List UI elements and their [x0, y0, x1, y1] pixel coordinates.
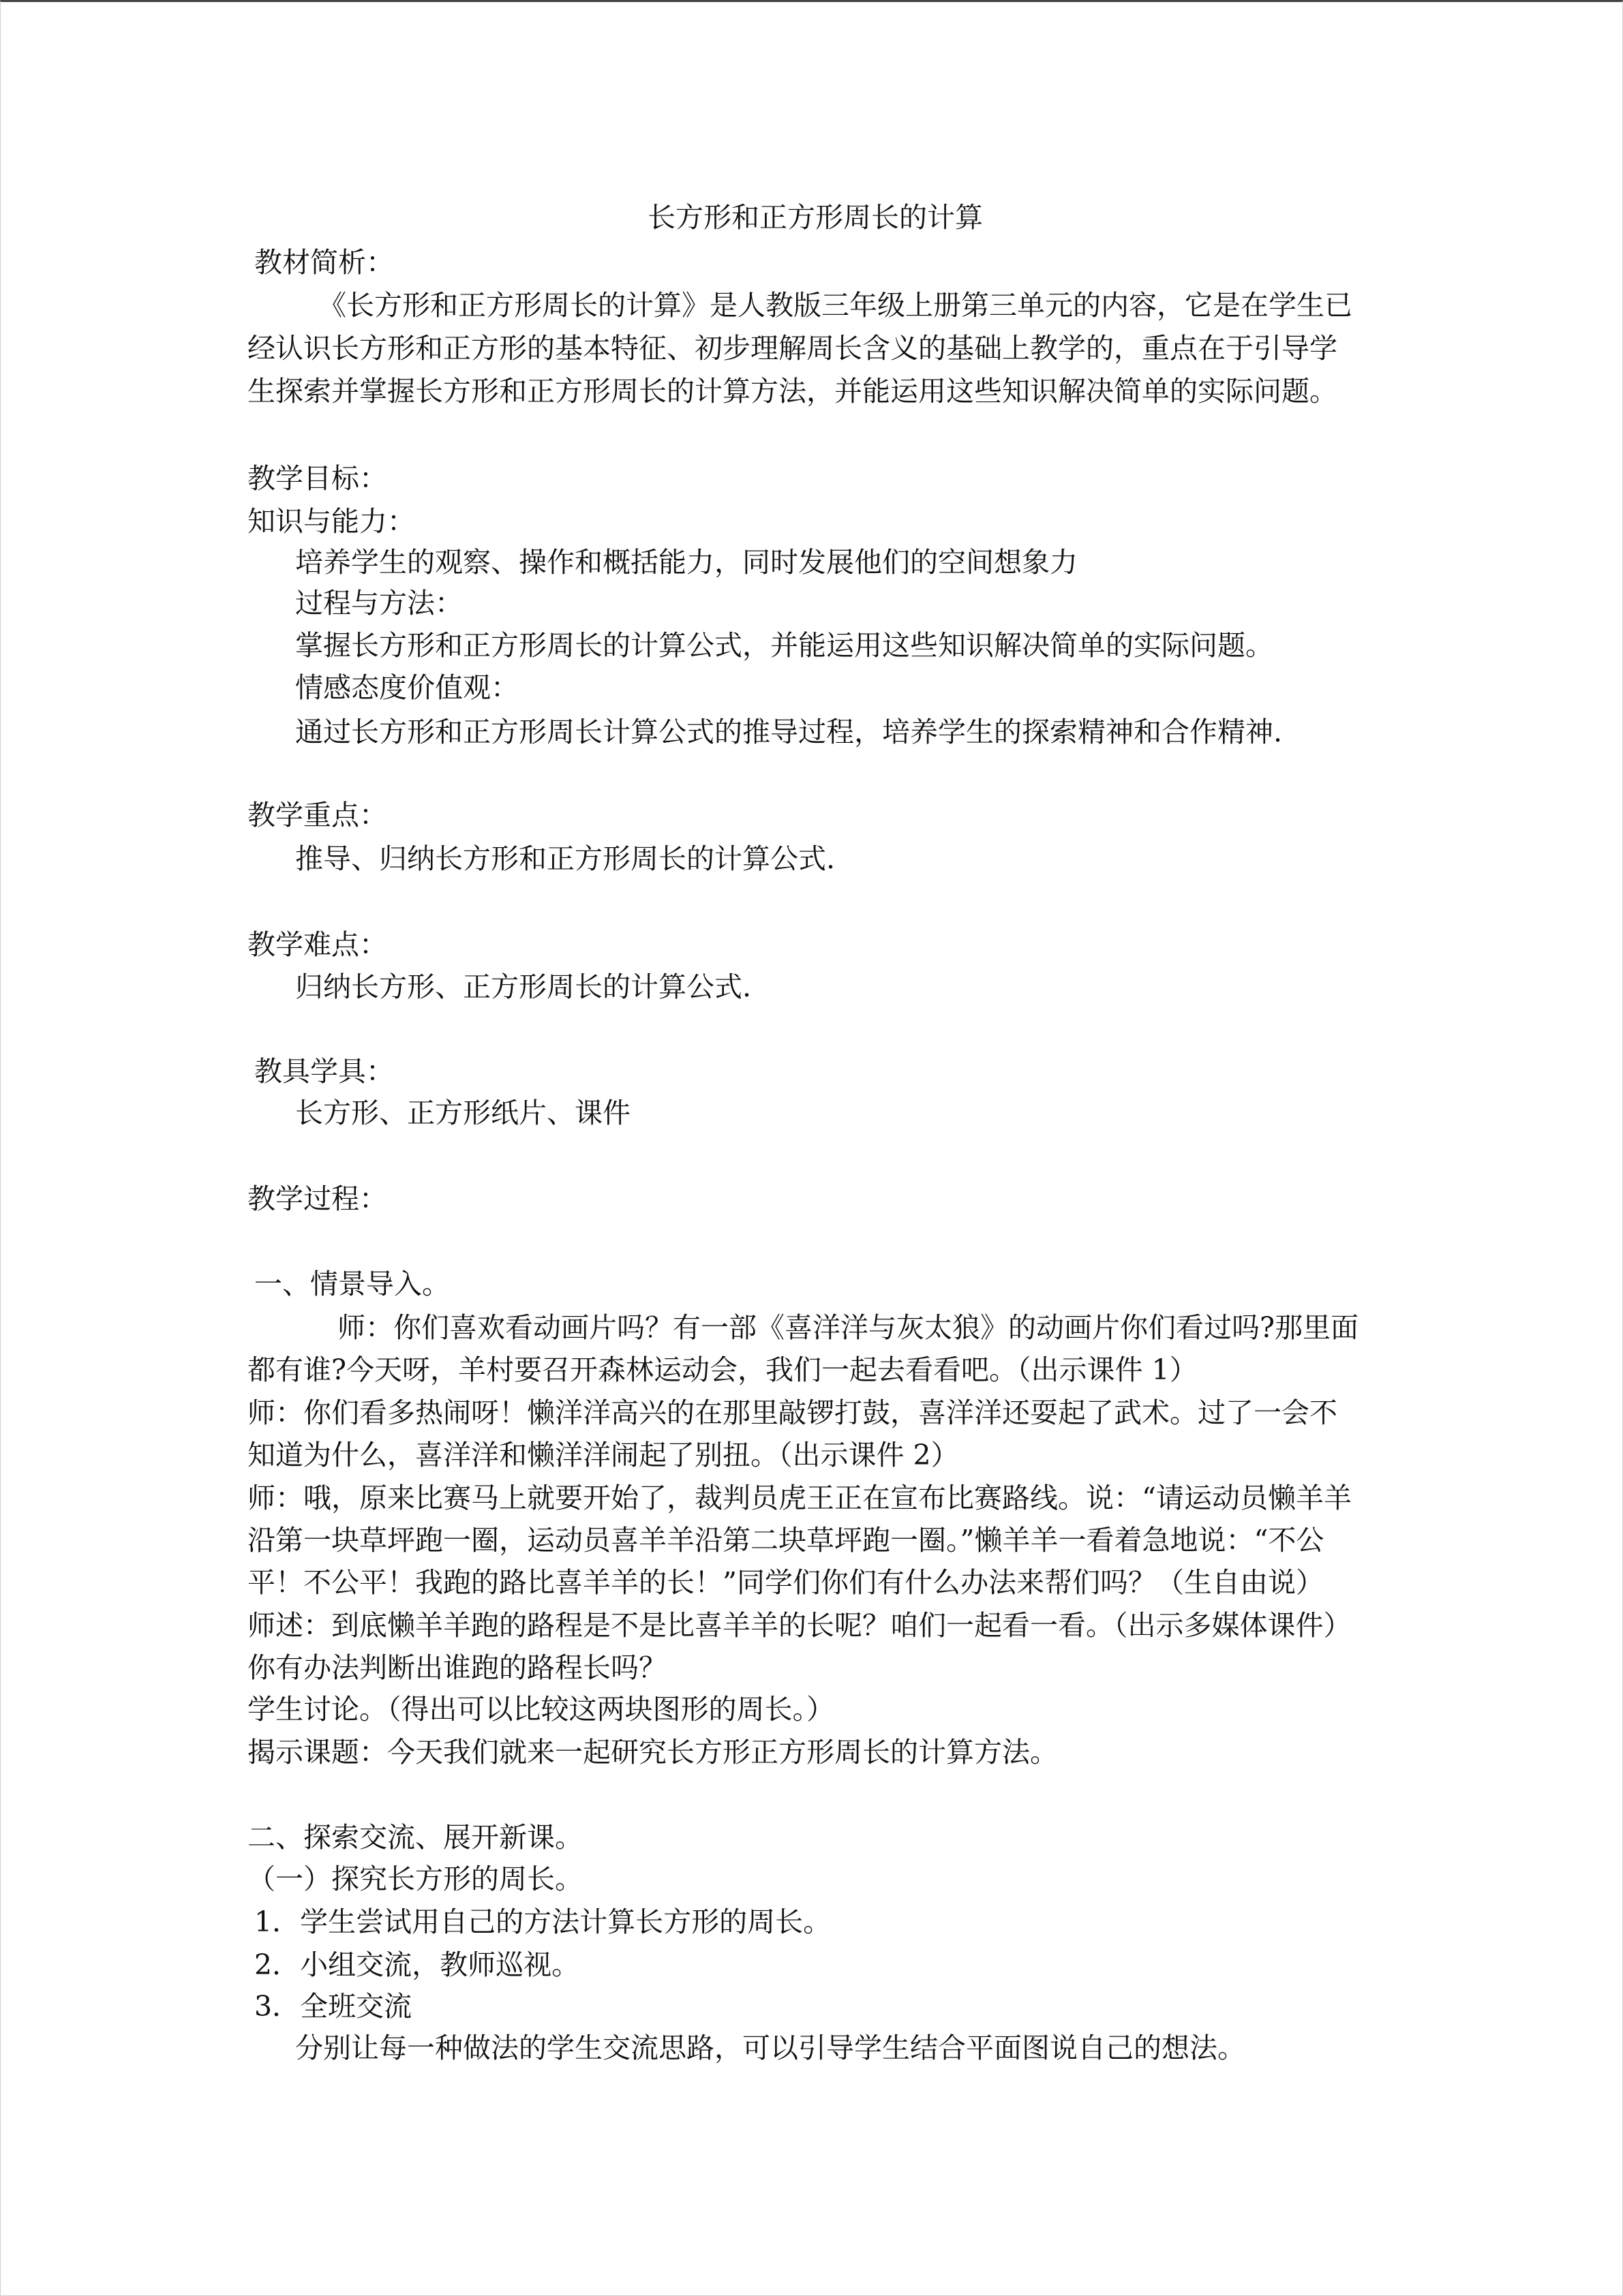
section2-heading: 二、探索交流、展开新课。: [247, 1821, 583, 1854]
key-points-text: 推导、归纳长方形和正方形周长的计算公式.: [295, 842, 836, 875]
section1-line: 都有谁?今天呀，羊村要召开森林运动会，我们一起去看看吧。（出示课件 1）: [247, 1353, 1198, 1386]
ability-text: 培养学生的观察、操作和概括能力，同时发展他们的空间想象力: [295, 546, 1078, 579]
material-heading: 教材简析：: [254, 246, 394, 279]
material-line: 生探索并掌握长方形和正方形周长的计算方法，并能运用这些知识解决简单的实际问题。: [247, 375, 1337, 408]
process-heading: 教学过程：: [247, 1182, 387, 1215]
process-method-heading: 过程与方法：: [295, 587, 463, 619]
key-points-heading: 教学重点：: [247, 799, 387, 831]
document-title: 长方形和正方形周长的计算: [648, 201, 983, 234]
section1-line: 揭示课题：今天我们就来一起研究长方形正方形周长的计算方法。: [247, 1736, 1058, 1769]
section2-note: 分别让每一种做法的学生交流思路，可以引导学生结合平面图说自己的想法。: [295, 2032, 1245, 2064]
difficulties-text: 归纳长方形、正方形周长的计算公式.: [295, 970, 752, 1003]
section1-line: 平！不公平！我跑的路比喜羊羊的长！”同学们你们有什么办法来帮们吗？（生自由说）: [247, 1566, 1324, 1599]
list-item: 3．全班交流: [254, 1990, 412, 2023]
section1-heading: 一、情景导入。: [254, 1268, 450, 1300]
section1-line: 知道为什么，喜洋洋和懒洋洋闹起了别扭。（出示课件 2）: [247, 1439, 959, 1471]
section1-line: 师：你们看多热闹呀！懒洋洋高兴的在那里敲锣打鼓，喜洋洋还耍起了武术。过了一会不: [247, 1396, 1337, 1429]
list-item: 1．学生尝试用自己的方法计算长方形的周长。: [254, 1905, 832, 1938]
tools-heading: 教具学具：: [254, 1055, 394, 1088]
emotion-heading: 情感态度价值观：: [295, 671, 519, 704]
section1-line: 学生讨论。（得出可以比较这两块图形的周长。）: [247, 1693, 834, 1726]
process-method-text: 掌握长方形和正方形周长的计算公式，并能运用这些知识解决简单的实际问题。: [295, 629, 1273, 662]
section1-line: 你有办法判断出谁跑的路程长吗？: [247, 1651, 667, 1684]
section1-line: 师：你们喜欢看动画片吗？有一部《喜洋洋与灰太狼》的动画片你们看过吗?那里面: [337, 1311, 1359, 1344]
section2-subheading: （一）探究长方形的周长。: [247, 1863, 583, 1895]
objectives-heading: 教学目标：: [247, 462, 387, 495]
ability-heading: 知识与能力：: [247, 505, 415, 538]
tools-text: 长方形、正方形纸片、课件: [295, 1097, 631, 1129]
list-item: 2．小组交流，教师巡视。: [254, 1948, 580, 1981]
emotion-text: 通过长方形和正方形周长计算公式的推导过程，培养学生的探索精神和合作精神.: [295, 716, 1283, 748]
material-line: 《长方形和正方形周长的计算》是人教版三年级上册第三单元的内容，它是在学生已: [318, 289, 1352, 322]
difficulties-heading: 教学难点：: [247, 928, 387, 961]
section1-line: 沿第一块草坪跑一圈，运动员喜羊羊沿第二块草坪跑一圈。”懒羊羊一看着急地说：“不公: [247, 1524, 1324, 1557]
section1-line: 师：哦，原来比赛马上就要开始了，裁判员虎王正在宣布比赛路线。说：“请运动员懒羊羊: [247, 1482, 1352, 1514]
material-line: 经认识长方形和正方形的基本特征、初步理解周长含义的基础上教学的，重点在于引导学: [247, 332, 1337, 365]
section1-line: 师述：到底懒羊羊跑的路程是不是比喜羊羊的长呢？咱们一起看一看。（出示多媒体课件）: [247, 1609, 1352, 1642]
